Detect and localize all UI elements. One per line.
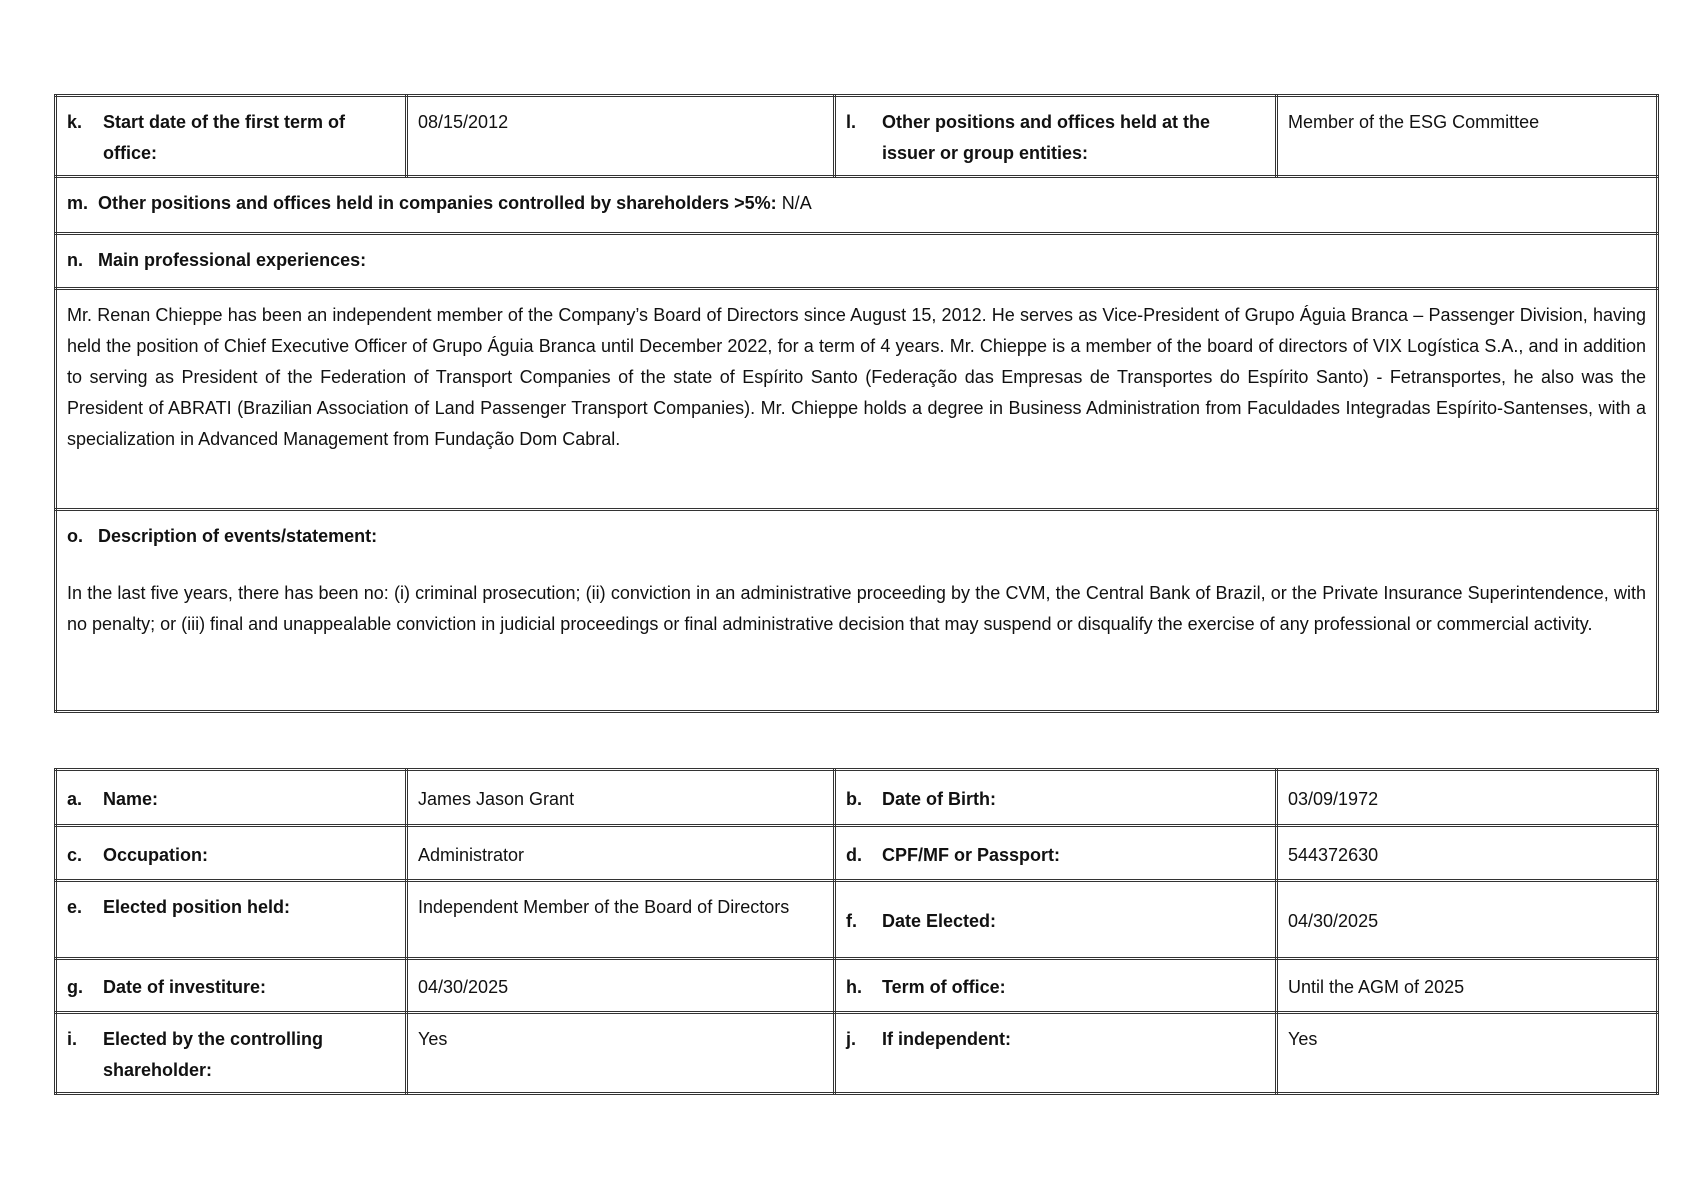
field-m-value: N/A: [781, 193, 812, 213]
field-l-label: l. Other positions and offices held at the issuer or group entities:: [835, 96, 1277, 177]
field-b-label: b. Date of Birth:: [835, 770, 1277, 826]
field-g-label: g. Date of investiture:: [56, 959, 407, 1013]
field-o-text: In the last five years, there has been no: (i) criminal prosecution; (ii) conviction in an administrative proceeding by the CVM, the Central Bank of Brazil, or the Private Insurance Superintendence, with no penalty; or (iii) final and unappealable conviction in judicial proceedings or final administrative decision that may suspend or disqualify the exercise of any professional or commercial activity.: [67, 583, 1646, 634]
field-c-value: Administrator: [407, 826, 835, 881]
field-n-text: Mr. Renan Chieppe has been an independent member of the Company’s Board of Directors since August 15, 2012. He serves as Vice-President of Grupo Águia Branca – Passenger Division, having held the position of Chief Executive Officer of Grupo Águia Branca until December 2022, for a term of 4 years. Mr. Chieppe is a member of the board of directors of VIX Logística S.A., and in addition to serving as President of the Federation of Transport Companies of the state of Espírito Santo (Federação das Empresas de Transportes do Espírito Santo) - Fetransportes, he also was the President of ABRATI (Brazilian Association of Land Passenger Transport Companies). Mr. Chieppe holds a degree in Business Administration from Faculdades Integradas Espírito-Santenses, with a specialization in Advanced Management from Fundação Dom Cabral.: [56, 289, 1658, 510]
field-d-value: 544372630: [1277, 826, 1658, 881]
field-a-label: a. Name:: [56, 770, 407, 826]
field-h-label: h. Term of office:: [835, 959, 1277, 1013]
board-member-details-table: [54, 768, 1659, 1095]
field-o: o. Description of events/statement: In the last five years, there has been no: (i) criminal prosecution; (ii) conviction in an administrative proceeding by the CVM, the Central Bank of Brazil, or the Private Insurance Superintendence, with no penalty; or (iii) final and unappealable conviction in judicial proceedings or final administrative decision that may suspend or disqualify the exercise of any professional or commercial activity.: [56, 510, 1658, 712]
field-n-label: n. Main professional experiences:: [56, 234, 1658, 289]
field-f-label: f. Date Elected:: [835, 881, 1277, 959]
field-h-value: Until the AGM of 2025: [1277, 959, 1658, 1013]
field-e-label: e. Elected position held:: [56, 881, 407, 959]
field-j-value: Yes: [1277, 1013, 1658, 1094]
field-d-label: d. CPF/MF or Passport:: [835, 826, 1277, 881]
field-i-label: i. Elected by the controlling shareholder:: [56, 1013, 407, 1094]
field-k-label: k. Start date of the first term of office:: [56, 96, 407, 177]
field-i-value: Yes: [407, 1013, 835, 1094]
field-m: m. Other positions and offices held in companies controlled by shareholders >5%: N/A: [56, 177, 1658, 234]
field-k-value: 08/15/2012: [407, 96, 835, 177]
field-c-label: c. Occupation:: [56, 826, 407, 881]
field-j-label: j. If independent:: [835, 1013, 1277, 1094]
field-e-value: Independent Member of the Board of Directors: [407, 881, 835, 959]
field-l-value: Member of the ESG Committee: [1277, 96, 1658, 177]
field-g-value: 04/30/2025: [407, 959, 835, 1013]
field-b-value: 03/09/1972: [1277, 770, 1658, 826]
field-f-value: 04/30/2025: [1277, 881, 1658, 959]
board-member-details-table-continued: [54, 94, 1659, 713]
field-a-value: James Jason Grant: [407, 770, 835, 826]
